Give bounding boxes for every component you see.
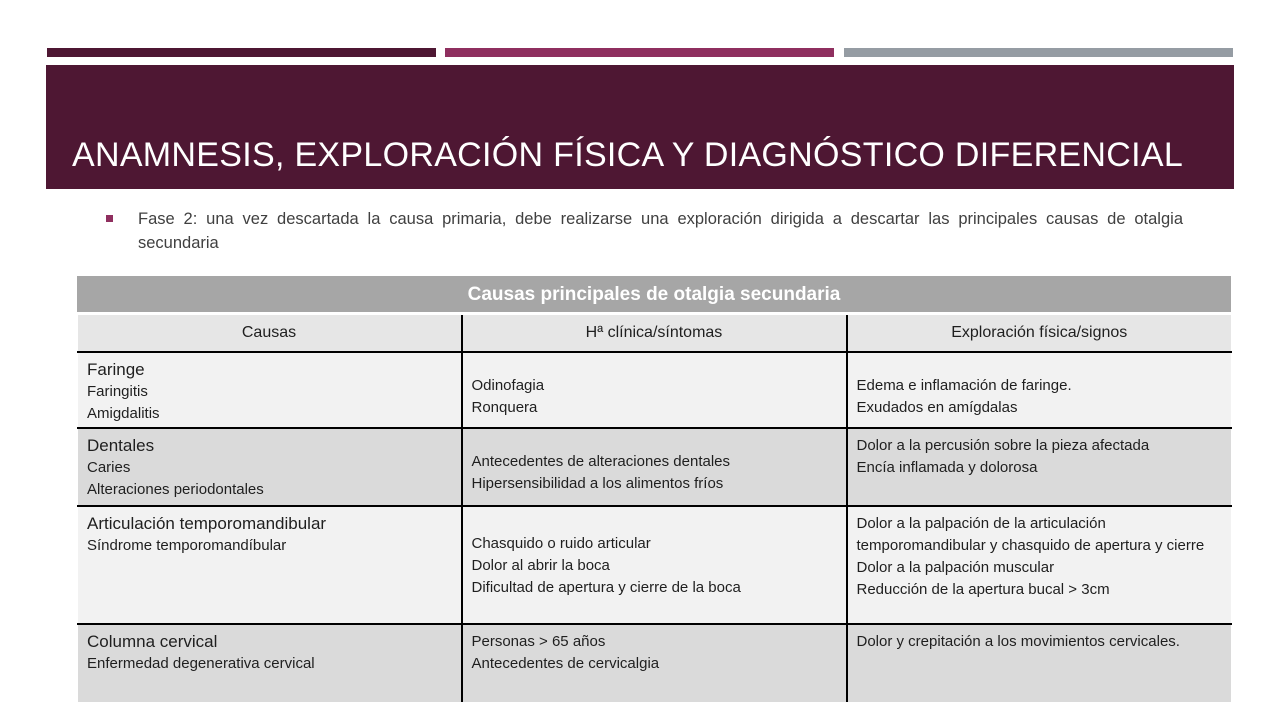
symptom-line: Dificultad de apertura y cierre de la boca [471, 579, 741, 596]
symptoms-cell [462, 428, 847, 506]
signs-cell [847, 428, 1232, 506]
slide-title: ANAMNESIS, EXPLORACIÓN FÍSICA Y DIAGNÓSTICO DIFERENCIAL [72, 136, 1184, 174]
table-row [78, 624, 1232, 702]
table-row [78, 428, 1232, 506]
cause-sub: Faringitis [87, 383, 148, 400]
cause-cell [78, 624, 462, 702]
cause-title: Columna cervical [87, 632, 218, 651]
cause-title: Faringe [87, 360, 145, 379]
cause-cell [78, 428, 462, 506]
cause-sub: Caries [87, 459, 131, 476]
symptom-line: Chasquido o ruido articular [471, 535, 651, 552]
table-caption: Causas principales de otalgia secundaria [77, 276, 1231, 312]
sign-line: Dolor a la percusión sobre la pieza afectada [856, 437, 1150, 454]
table-row [78, 506, 1232, 624]
header-signs: Exploración física/signos [847, 314, 1232, 353]
symptom-line: Dolor al abrir la boca [471, 557, 610, 574]
signs-cell [847, 624, 1232, 702]
table-header-row [78, 314, 1232, 353]
cause-title: Dentales [87, 436, 155, 455]
cause-sub: Enfermedad degenerativa cervical [87, 655, 315, 672]
sign-line: Exudados en amígdalas [856, 399, 1018, 416]
cause-title: Articulación temporomandibular [87, 514, 327, 533]
symptom-line: Personas > 65 años [471, 633, 606, 650]
square-bullet-icon [106, 215, 113, 222]
top-accent-bar-gray [844, 48, 1233, 57]
symptoms-cell [462, 506, 847, 624]
signs-cell [847, 506, 1232, 624]
bullet-text: Fase 2: una vez descartada la causa primaria, debe realizarse una exploración dirigida a descartar las principales causas de otalgia secundaria [138, 210, 1183, 252]
top-accent-bar-dark [47, 48, 436, 57]
cause-sub: Síndrome temporomandíbular [87, 537, 287, 554]
symptom-line: Antecedentes de cervicalgia [471, 655, 660, 672]
top-accent-bar-magenta [445, 48, 834, 57]
symptom-line: Hipersensibilidad a los alimentos fríos [471, 475, 724, 492]
cause-sub: Alteraciones periodontales [87, 481, 264, 498]
causes-table [77, 276, 1231, 702]
symptom-line: Ronquera [471, 399, 538, 416]
signs-cell [847, 352, 1232, 428]
sign-line: Edema e inflamación de faringe. [856, 377, 1072, 394]
header-causes: Causas [78, 314, 462, 353]
bullet-item [108, 207, 1183, 255]
table-body [77, 312, 1232, 702]
symptom-line: Antecedentes de alteraciones dentales [471, 453, 731, 470]
sign-line: Dolor y crepitación a los movimientos cervicales. [856, 633, 1180, 650]
symptoms-cell [462, 352, 847, 428]
symptoms-cell [462, 624, 847, 702]
symptom-line: Odinofagia [471, 377, 545, 394]
cause-sub: Amigdalitis [87, 405, 160, 422]
cause-cell [78, 352, 462, 428]
sign-line: Reducción de la apertura bucal > 3cm [856, 581, 1110, 598]
sign-line: Encía inflamada y dolorosa [856, 459, 1038, 476]
title-banner [46, 65, 1234, 189]
cause-cell [78, 506, 462, 624]
header-symptoms: Hª clínica/síntomas [462, 314, 847, 353]
table-row [78, 352, 1232, 428]
sign-line: Dolor a la palpación de la articulación temporomandibular y chasquido de apertura y cierre [856, 515, 1205, 554]
sign-line: Dolor a la palpación muscular [856, 559, 1055, 576]
